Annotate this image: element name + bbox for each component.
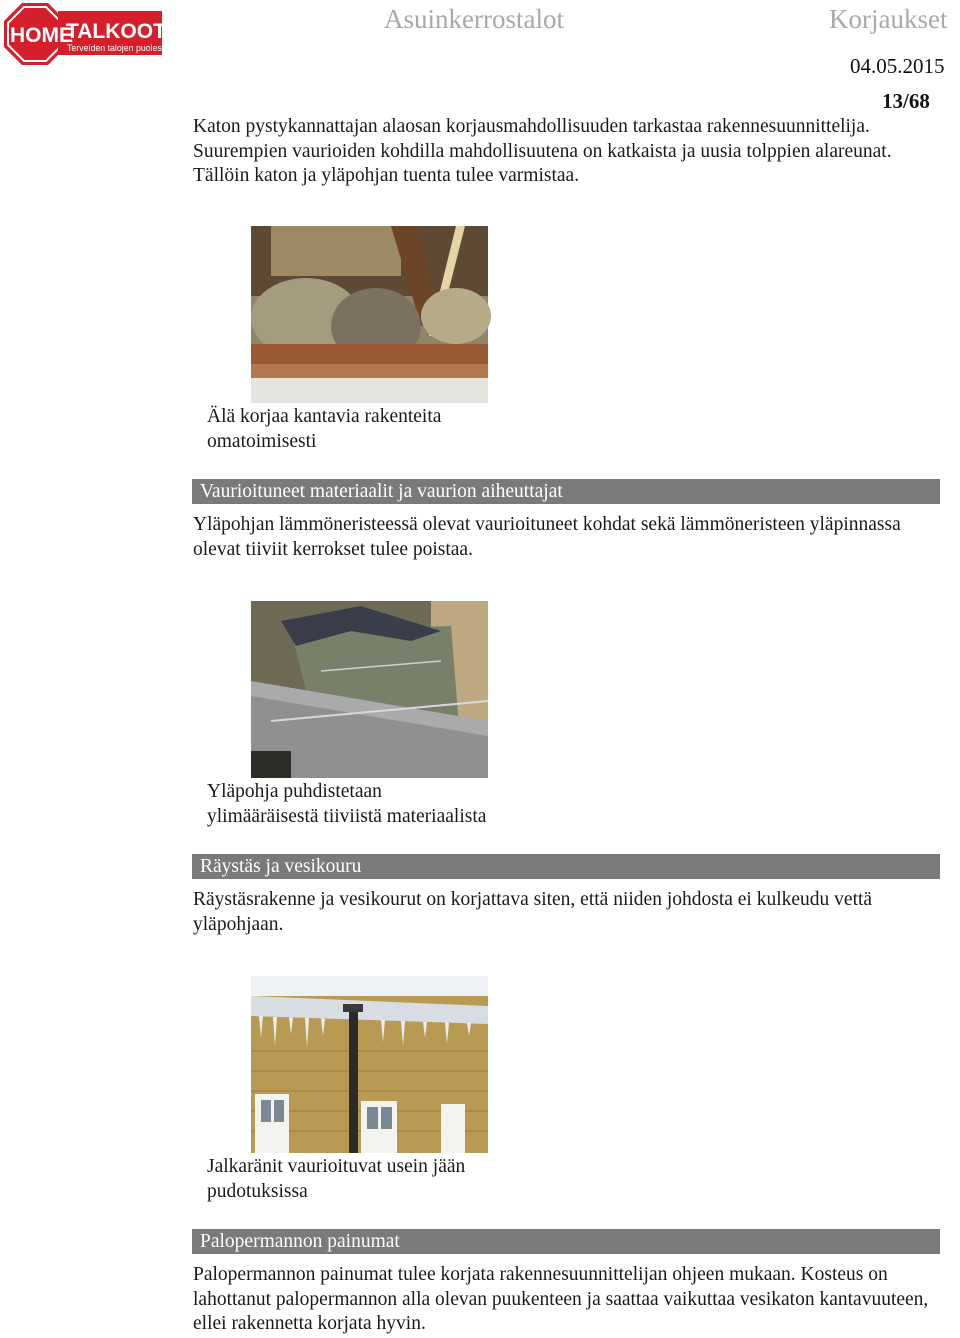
house-icicle-photo bbox=[251, 976, 488, 1153]
photo3-caption-line1: Jalkaränit vaurioituvat usein jään bbox=[207, 1156, 466, 1177]
photo2-caption-line1: Yläpohja puhdistetaan bbox=[207, 781, 382, 802]
photo1-caption-line1: Älä korjaa kantavia rakenteita bbox=[207, 406, 442, 427]
photo2-caption-line2: ylimääräisestä tiiviistä materiaalista bbox=[207, 805, 487, 827]
intro-paragraph: Katon pystykannattajan alaosan korjausmahdollisuuden tarkastaa rakennesuunnittelija. Suurempien vaurioiden kohdilla mahdollisuutena on katkaista ja uusia tolppien alareunat. Tällöin katon ja yläpohjan tuenta tulee varmistaa. bbox=[193, 116, 892, 186]
logo-graphic bbox=[4, 2, 189, 64]
section-heading-damaged-materials: Vaurioituneet materiaalit ja vaurion aiheuttajat bbox=[192, 479, 940, 504]
section-heading-eaves-gutter: Räystäs ja vesikouru bbox=[192, 854, 940, 879]
attic-beam-photo bbox=[251, 226, 488, 403]
logo-talkoot-text: TALKOOT.FI bbox=[66, 20, 189, 43]
page-number: 13/68 bbox=[882, 89, 930, 113]
photo3-caption-line2: pudotuksissa bbox=[207, 1180, 308, 1202]
logo-home-text: HOME bbox=[10, 24, 73, 47]
header-date: 04.05.2015 bbox=[850, 54, 945, 78]
hometalkoot-logo[interactable] bbox=[4, 2, 189, 64]
logo-tagline-text: Terveiden talojen puolesta bbox=[67, 43, 170, 53]
insulation-pipe-photo bbox=[251, 601, 488, 778]
photo1-caption bbox=[207, 405, 537, 454]
header-title-left: Asuinkerrostalot bbox=[384, 4, 564, 34]
section-heading-fire-floor-sags: Palopermannon painumat bbox=[192, 1229, 940, 1254]
section1-paragraph: Yläpohjan lämmöneristeessä olevat vaurioituneet kohdat sekä lämmöneristeen yläpinnassa olevat tiiviit kerrokset tulee poistaa. bbox=[193, 514, 901, 560]
section3-paragraph: Palopermannon painumat tulee korjata rakennesuunnittelijan ohjeen mukaan. Kosteus on lahottanut palopermannon alla olevan puukenteen ja saattaa vaikuttaa vesikaton kantavuuteen, ellei rakennetta korjata hyvin. bbox=[193, 1264, 929, 1334]
header-title-right: Korjaukset bbox=[829, 4, 948, 34]
photo1-caption-line2: omatoimisesti bbox=[207, 430, 317, 452]
section2-paragraph: Räystäsrakenne ja vesikourut on korjattava siten, että niiden johdosta ei kulkeudu vettä yläpohjaan. bbox=[193, 889, 873, 935]
photo2-caption bbox=[207, 780, 537, 829]
photo3-caption bbox=[207, 1155, 537, 1204]
